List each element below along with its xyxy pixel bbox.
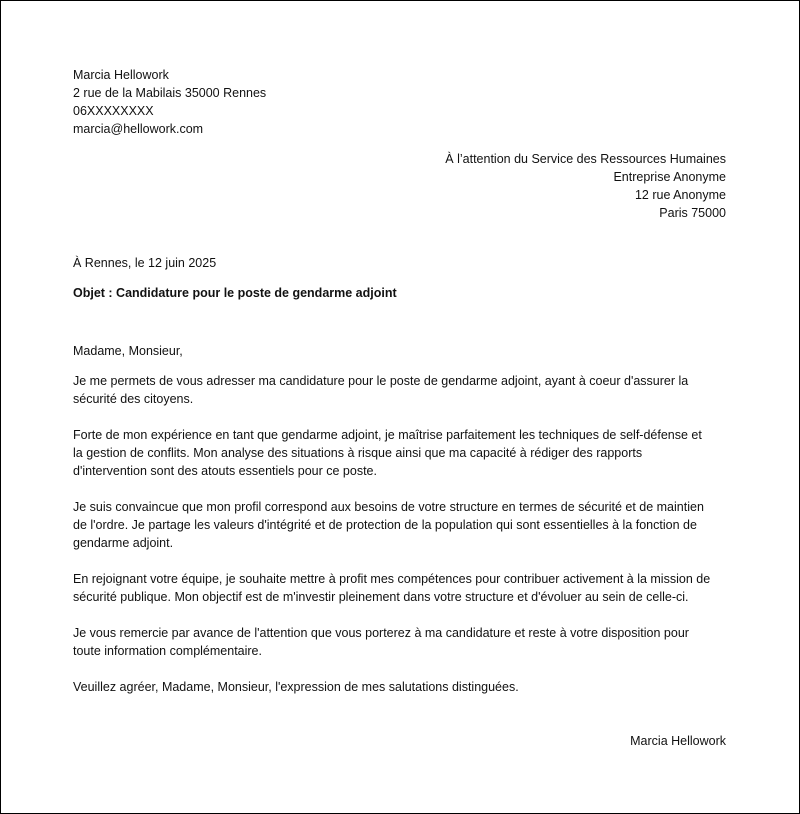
letter-date: À Rennes, le 12 juin 2025 [73,256,217,270]
paragraph-line: En rejoignant votre équipe, je souhaite mettre à profit mes compétences pour contribuer activement à la mission de [73,572,711,586]
recipient-city: Paris 75000 [659,206,726,220]
letter-subject: Objet : Candidature pour le poste de gendarme adjoint [73,286,397,300]
sender-name: Marcia Hellowork [73,68,169,82]
paragraph-line: toute information complémentaire. [73,644,262,658]
sender-block [73,66,266,138]
salutation: Madame, Monsieur, [73,344,183,358]
signature: Marcia Hellowork [630,734,726,748]
recipient-block [445,150,726,222]
recipient-company: Entreprise Anonyme [613,170,726,184]
recipient-attention: À l’attention du Service des Ressources Humaines [445,152,726,166]
sender-email: marcia@hellowork.com [73,122,204,136]
paragraph [73,426,733,480]
letter-body [73,342,733,714]
sender-address: 2 rue de la Mabilais 35000 Rennes [73,86,267,100]
paragraph [73,372,733,408]
paragraph-line: sécurité publique. Mon objectif est de m'investir pleinement dans votre structure et d'évoluer au sein de celle-ci. [73,590,689,604]
paragraph-line: la gestion de conflits. Mon analyse des situations à risque ainsi que ma capacité à rédiger des rapports [73,446,643,460]
paragraph-line: Je vous remercie par avance de l'attention que vous porterez à ma candidature et reste à votre disposition pour [73,626,689,640]
paragraph-line: gendarme adjoint. [73,536,174,550]
paragraph-line: Je me permets de vous adresser ma candidature pour le poste de gendarme adjoint, ayant à coeur d'assurer la [73,374,689,388]
recipient-street: 12 rue Anonyme [634,188,726,202]
paragraph [73,624,733,660]
paragraph-line: Je suis convaincue que mon profil correspond aux besoins de votre structure en termes de sécurité et de maintien [73,500,704,514]
paragraph-line: de l'ordre. Je partage les valeurs d'intégrité et de protection de la population qui sont essentielles à la fonction de [73,518,697,532]
sender-phone: 06XXXXXXXX [73,104,154,118]
paragraph-line: d'intervention sont des atouts essentiels pour ce poste. [73,464,377,478]
paragraph-line: sécurité des citoyens. [73,392,194,406]
paragraph-line: Veuillez agréer, Madame, Monsieur, l'expression de mes salutations distinguées. [73,680,519,694]
closing-paragraph [73,678,733,696]
paragraph [73,570,733,606]
paragraph [73,498,733,552]
paragraph-line: Forte de mon expérience en tant que gendarme adjoint, je maîtrise parfaitement les techniques de self-défense et [73,428,702,442]
